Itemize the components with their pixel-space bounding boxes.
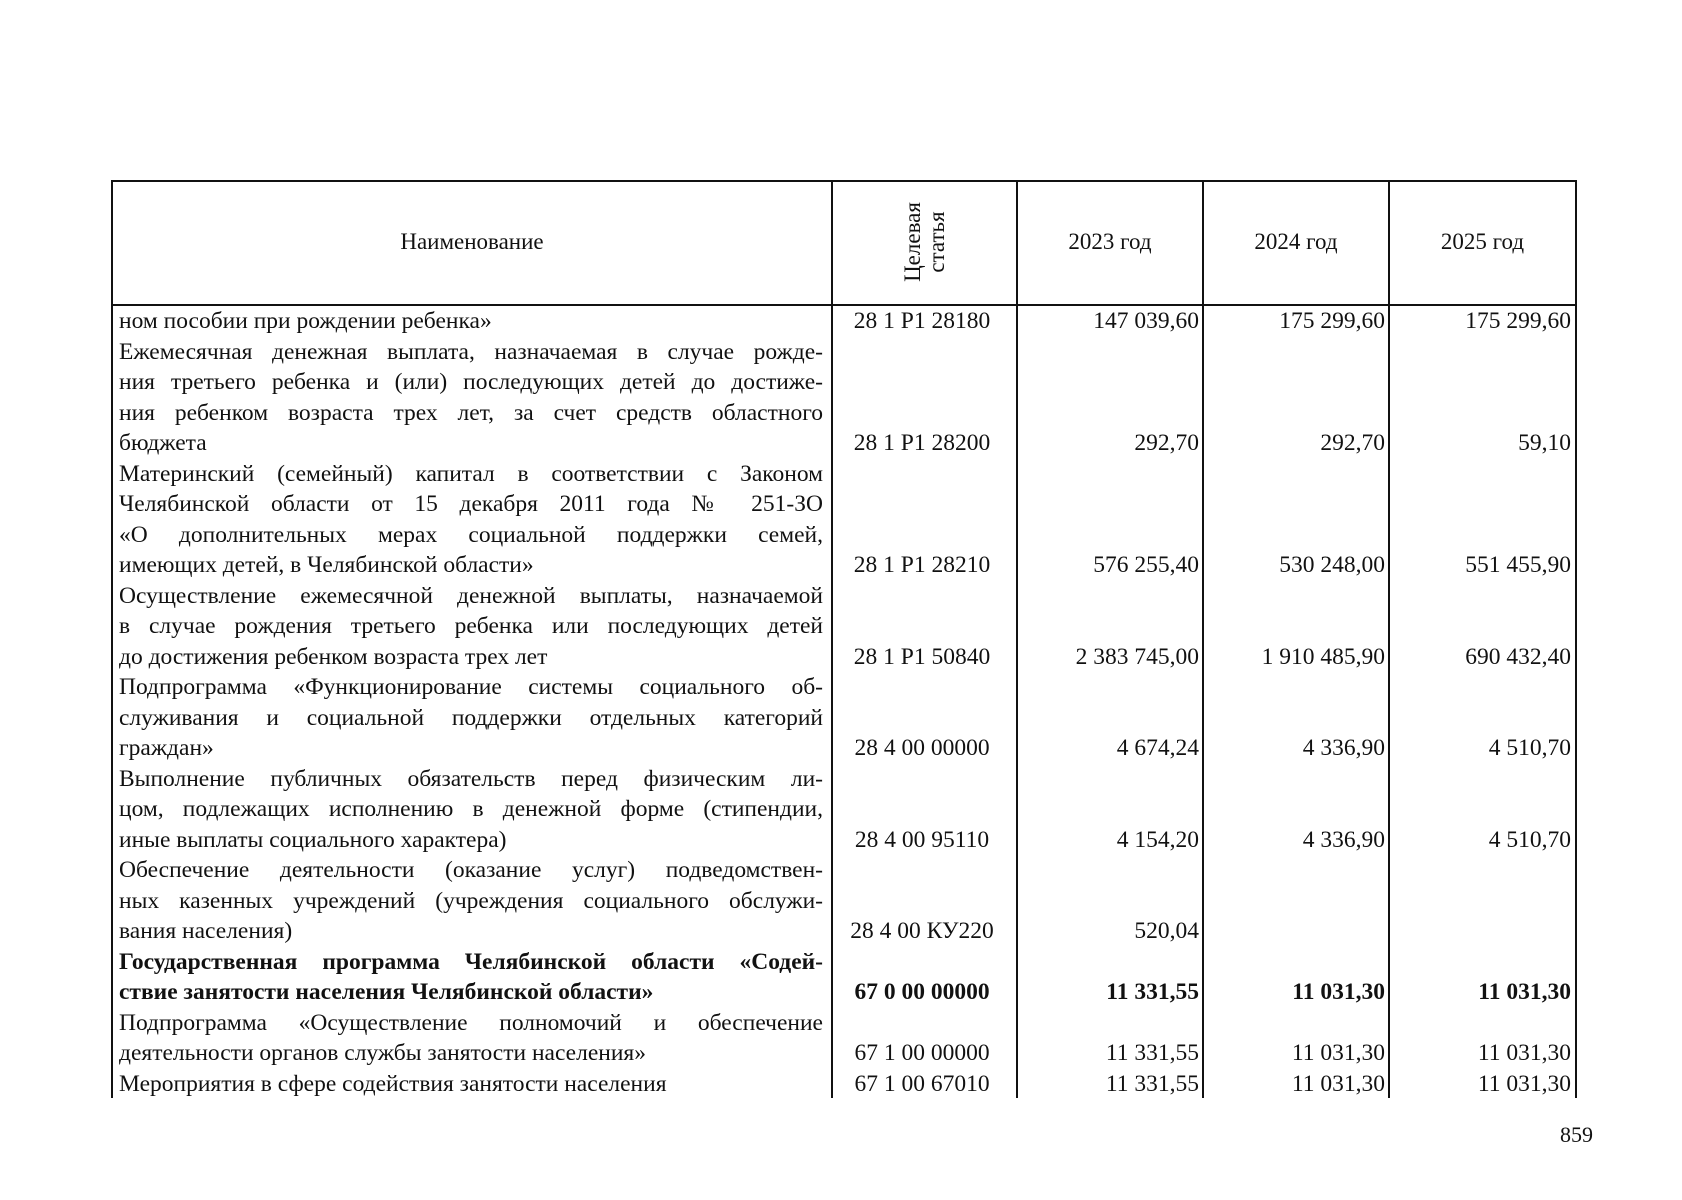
header-code bbox=[833, 180, 1016, 304]
row-name-line: Выполнение публичных обязательств перед физическим ли- bbox=[119, 765, 823, 792]
row-value-2023: 147 039,60 bbox=[1093, 308, 1199, 334]
row-code: 28 4 00 00000 bbox=[854, 735, 990, 761]
row-name-line: ствие занятости населения Челябинской области» bbox=[119, 979, 654, 1005]
row-value-2024: 4 336,90 bbox=[1302, 826, 1385, 853]
row-code: 67 1 00 00000 bbox=[854, 1040, 990, 1066]
row-name-line: вания населения) bbox=[119, 918, 293, 944]
header-name bbox=[113, 180, 831, 304]
row-value-2023: 576 255,40 bbox=[1093, 552, 1199, 578]
table-row bbox=[111, 459, 1577, 581]
row-name-line: Подпрограмма «Функционирование системы социального об- bbox=[119, 674, 823, 700]
row-value-2025: 175 299,60 bbox=[1465, 308, 1571, 334]
row-name-line: иные выплаты социального характера) bbox=[119, 826, 507, 853]
row-name-line: бюджета bbox=[119, 430, 207, 456]
row-value-2023: 11 331,55 bbox=[1105, 1040, 1199, 1066]
row-name bbox=[119, 1008, 823, 1069]
row-value-2024: 4 336,90 bbox=[1302, 735, 1385, 761]
row-name-line: ных казенных учреждений (учреждения социального обслужи- bbox=[119, 887, 823, 914]
row-value-2025: 4 510,70 bbox=[1488, 826, 1571, 853]
header-2024-text: 2024 год bbox=[1254, 229, 1338, 254]
row-value-2025: 11 031,30 bbox=[1477, 1040, 1571, 1066]
row-name-line: в случае рождения третьего ребенка или последующих детей bbox=[119, 613, 823, 639]
row-value-2025: 11 031,30 bbox=[1478, 979, 1571, 1005]
header-2023-text: 2023 год bbox=[1068, 229, 1152, 254]
row-name bbox=[119, 1069, 823, 1100]
header-code-text: Целевая статья bbox=[899, 202, 949, 282]
row-name bbox=[119, 947, 823, 1008]
row-value-2025: 59,10 bbox=[1518, 430, 1571, 456]
page-number: 859 bbox=[1560, 1122, 1593, 1147]
row-name-line: служивания и социальной поддержки отдельных категорий bbox=[119, 704, 823, 731]
row-name bbox=[119, 306, 823, 337]
row-name bbox=[119, 581, 823, 673]
row-name-line: имеющих детей, в Челябинской области» bbox=[119, 552, 534, 578]
row-name-line: Обеспечение деятельности (оказание услуг) подведомствен- bbox=[119, 857, 823, 883]
row-name-line: Подпрограмма «Осуществление полномочий и обеспечение bbox=[119, 1009, 823, 1036]
row-value-2024: 11 031,30 bbox=[1292, 979, 1385, 1005]
row-name-line: до достижения ребенком возраста трех лет bbox=[119, 643, 548, 670]
row-value-2024: 1 910 485,90 bbox=[1261, 643, 1385, 670]
row-value-2024: 530 248,00 bbox=[1279, 552, 1385, 578]
row-value-2023: 520,04 bbox=[1134, 918, 1199, 944]
table-row bbox=[111, 1069, 1577, 1100]
row-value-2023: 292,70 bbox=[1134, 430, 1199, 456]
row-name-line: Осуществление ежемесячной денежной выплаты, назначаемой bbox=[119, 582, 823, 609]
row-name-line: цом, подлежащих исполнению в денежной форме (стипендии, bbox=[119, 796, 823, 822]
row-code: 28 4 00 95110 bbox=[854, 826, 990, 853]
table-row bbox=[111, 1008, 1577, 1069]
row-name bbox=[119, 855, 823, 947]
row-value-2023: 11 331,55 bbox=[1106, 979, 1199, 1005]
row-value-2025: 690 432,40 bbox=[1465, 643, 1571, 670]
table-row bbox=[111, 306, 1577, 337]
row-name bbox=[119, 672, 823, 764]
row-value-2024: 11 031,30 bbox=[1291, 1040, 1385, 1066]
row-name-line: ния ребенком возраста трех лет, за счет средств областного bbox=[119, 399, 823, 426]
table-row bbox=[111, 764, 1577, 856]
table-row bbox=[111, 947, 1577, 1008]
row-name-line: Государственная программа Челябинской области «Содей- bbox=[119, 948, 823, 975]
table-row bbox=[111, 581, 1577, 673]
row-name-line: «О дополнительных мерах социальной поддержки семей, bbox=[119, 521, 823, 548]
row-name-line: деятельности органов службы занятости населения» bbox=[119, 1040, 646, 1066]
row-value-2023: 2 383 745,00 bbox=[1075, 643, 1199, 670]
row-name bbox=[119, 764, 823, 856]
budget-table bbox=[111, 180, 1577, 1098]
header-2025-text: 2025 год bbox=[1440, 229, 1525, 254]
table-row bbox=[111, 337, 1577, 459]
row-name bbox=[119, 459, 823, 581]
row-name-line: Мероприятия в сфере содействия занятости населения bbox=[119, 1070, 667, 1097]
table-row bbox=[111, 855, 1577, 947]
row-value-2023: 11 331,55 bbox=[1105, 1070, 1199, 1097]
row-name-line: граждан» bbox=[119, 735, 214, 761]
header-2024 bbox=[1204, 180, 1388, 304]
row-value-2025: 551 455,90 bbox=[1465, 552, 1571, 578]
row-name bbox=[119, 337, 823, 459]
row-code: 28 1 Р1 28180 bbox=[853, 308, 991, 334]
row-name-line: ном пособии при рождении ребенка» bbox=[119, 308, 492, 334]
row-name-line: ния третьего ребенка и (или) последующих детей до достиже- bbox=[119, 369, 823, 395]
row-name-line: Ежемесячная денежная выплата, назначаемая в случае рожде- bbox=[119, 338, 823, 365]
row-name-line: Материнский (семейный) капитал в соответствии с Законом bbox=[119, 460, 823, 487]
header-2023 bbox=[1018, 180, 1202, 304]
row-value-2024: 11 031,30 bbox=[1291, 1070, 1385, 1097]
header-2025 bbox=[1390, 180, 1575, 304]
row-value-2025: 4 510,70 bbox=[1488, 735, 1571, 761]
row-code: 28 1 Р1 28210 bbox=[853, 552, 991, 578]
row-value-2023: 4 154,20 bbox=[1116, 826, 1199, 853]
row-value-2024: 292,70 bbox=[1320, 430, 1385, 456]
row-code: 67 0 00 00000 bbox=[854, 979, 990, 1005]
table-row bbox=[111, 672, 1577, 764]
row-value-2025: 11 031,30 bbox=[1477, 1070, 1571, 1097]
row-code: 67 1 00 67010 bbox=[854, 1070, 990, 1097]
row-value-2023: 4 674,24 bbox=[1116, 735, 1199, 761]
row-code: 28 1 Р1 50840 bbox=[853, 643, 991, 670]
row-value-2024: 175 299,60 bbox=[1279, 308, 1385, 334]
header-name-text: Наименование bbox=[400, 229, 544, 254]
row-name-line: Челябинской области от 15 декабря 2011 года № 251-ЗО bbox=[119, 491, 823, 517]
row-code: 28 4 00 КУ220 bbox=[850, 918, 994, 944]
row-code: 28 1 Р1 28200 bbox=[853, 430, 991, 456]
